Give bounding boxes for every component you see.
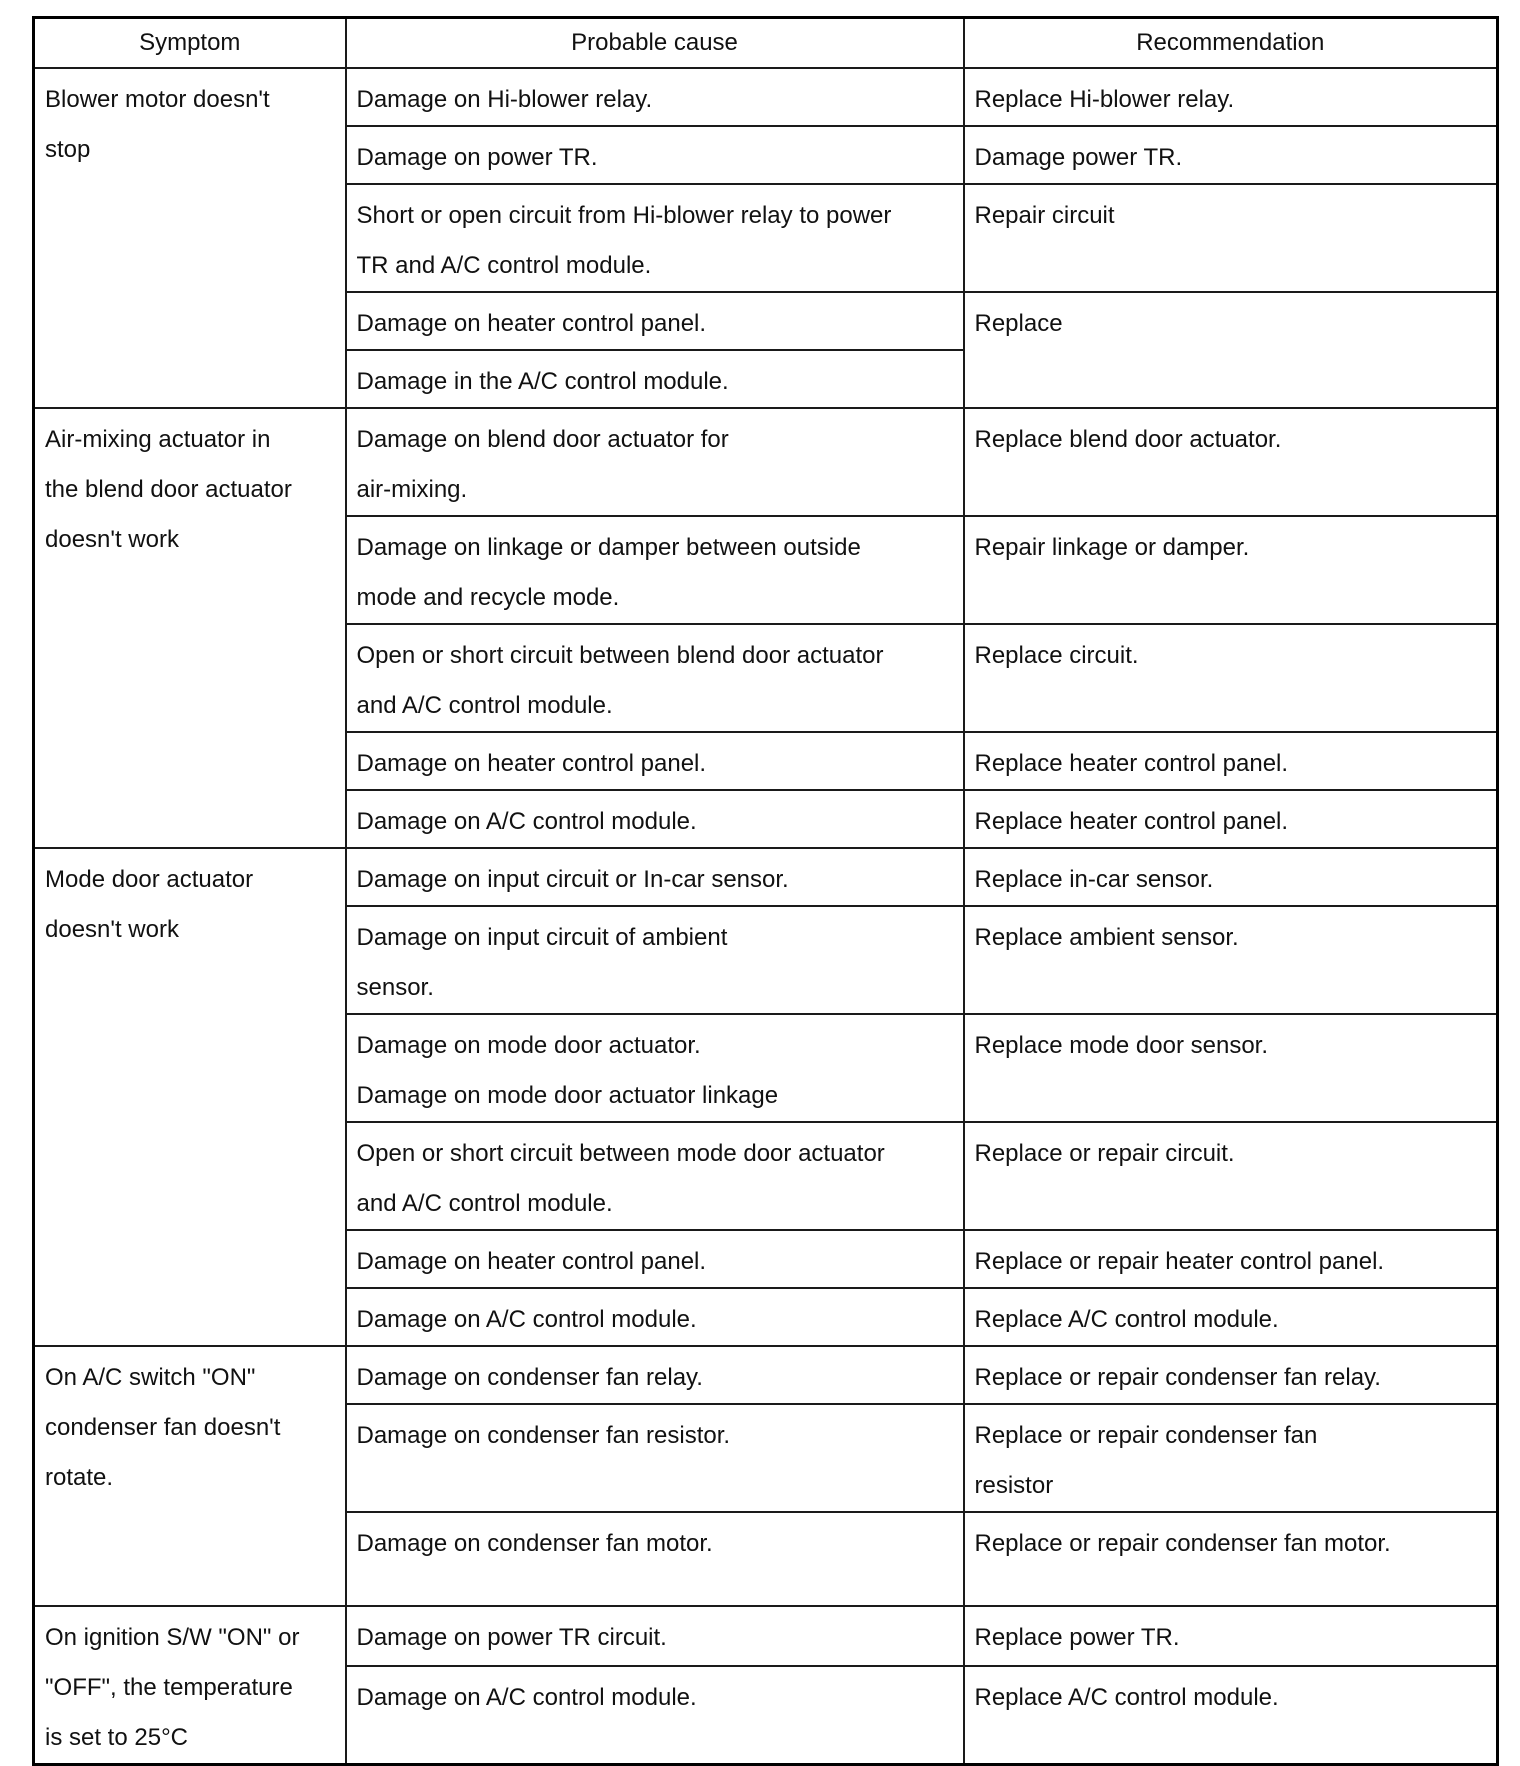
cause-cell xyxy=(346,1288,964,1346)
probable-cause-header: Probable cause xyxy=(346,18,964,69)
cause-line: sensor. xyxy=(356,974,434,1001)
recommendation-cell xyxy=(964,292,1498,408)
symptom-line: doesn't work xyxy=(45,526,179,553)
cause-cell xyxy=(346,350,964,408)
recommendation-cell xyxy=(964,126,1498,184)
recommendation-line: Replace in-car sensor. xyxy=(974,866,1214,893)
recommendation-cell xyxy=(964,184,1498,292)
cause-cell xyxy=(346,1346,964,1404)
cause-cell xyxy=(346,1512,964,1606)
recommendation-cell xyxy=(964,1404,1498,1512)
cause-line: mode and recycle mode. xyxy=(356,584,620,611)
recommendation-line: Replace or repair condenser fan relay. xyxy=(974,1364,1381,1391)
recommendation-line: Repair linkage or damper. xyxy=(974,534,1250,561)
recommendation-line: Replace blend door actuator. xyxy=(974,426,1282,453)
cause-line: Damage on Hi-blower relay. xyxy=(356,86,653,113)
cause-cell xyxy=(346,1404,964,1512)
cause-cell xyxy=(346,624,964,732)
symptom-line: condenser fan doesn't xyxy=(45,1414,281,1441)
recommendation-cell xyxy=(964,848,1498,906)
table-row xyxy=(34,1606,1498,1666)
symptom-cell xyxy=(34,1346,346,1606)
cause-line: Damage on heater control panel. xyxy=(356,310,707,337)
cause-line: and A/C control module. xyxy=(356,692,613,719)
recommendation-cell xyxy=(964,1014,1498,1122)
cause-line: Open or short circuit between mode door actuator xyxy=(356,1140,885,1167)
troubleshooting-table xyxy=(32,16,1499,1766)
symptom-cell xyxy=(34,68,346,408)
cause-line: TR and A/C control module. xyxy=(356,252,652,279)
recommendation-line: Replace mode door sensor. xyxy=(974,1032,1269,1059)
cause-cell xyxy=(346,408,964,516)
cause-line: Damage on A/C control module. xyxy=(356,808,697,835)
symptom-cell xyxy=(34,1606,346,1765)
symptom-line: the blend door actuator xyxy=(45,476,292,503)
cause-line: Damage in the A/C control module. xyxy=(356,368,729,395)
cause-line: Damage on condenser fan relay. xyxy=(356,1364,703,1391)
recommendation-cell xyxy=(964,1122,1498,1230)
symptom-line: Air-mixing actuator in xyxy=(45,426,271,453)
recommendation-cell xyxy=(964,408,1498,516)
recommendation-line: Replace or repair circuit. xyxy=(974,1140,1235,1167)
symptom-line: Blower motor doesn't xyxy=(45,86,270,113)
symptom-line: "OFF", the temperature xyxy=(45,1674,293,1701)
recommendation-line: Replace or repair condenser fan xyxy=(974,1422,1318,1449)
cause-line: Damage on input circuit or In-car sensor. xyxy=(356,866,789,893)
recommendation-line: Replace A/C control module. xyxy=(974,1683,1279,1711)
cause-cell xyxy=(346,292,964,350)
cause-line: Damage on A/C control module. xyxy=(356,1306,697,1333)
cause-line: Open or short circuit between blend door actuator xyxy=(356,642,884,669)
recommendation-cell xyxy=(964,732,1498,790)
cause-line: air-mixing. xyxy=(356,476,468,503)
cause-cell xyxy=(346,68,964,126)
cause-line: Damage on A/C control module. xyxy=(356,1683,697,1711)
symptom-line: doesn't work xyxy=(45,916,179,943)
cause-line: Damage on power TR. xyxy=(356,144,598,171)
cause-line: Damage on condenser fan motor. xyxy=(356,1530,713,1557)
header-row xyxy=(34,18,1498,69)
recommendation-cell xyxy=(964,1666,1498,1765)
recommendation-line: Repair circuit xyxy=(974,202,1115,229)
recommendation-cell xyxy=(964,790,1498,848)
recommendation-line: Replace heater control panel. xyxy=(974,808,1289,835)
cause-cell xyxy=(346,1122,964,1230)
troubleshooting-page xyxy=(32,16,1496,1766)
symptom-line: Mode door actuator xyxy=(45,866,254,893)
table-row xyxy=(34,1346,1498,1404)
recommendation-line: Replace A/C control module. xyxy=(974,1306,1279,1333)
cause-cell xyxy=(346,184,964,292)
cause-cell xyxy=(346,516,964,624)
cause-cell xyxy=(346,848,964,906)
cause-line: Damage on blend door actuator for xyxy=(356,426,729,453)
recommendation-line: Damage power TR. xyxy=(974,144,1183,171)
cause-line: Damage on mode door actuator linkage xyxy=(356,1082,779,1109)
symptom-line: On ignition S/W "ON" or xyxy=(45,1624,300,1651)
recommendation-cell xyxy=(964,1606,1498,1666)
cause-line: Damage on heater control panel. xyxy=(356,1248,707,1275)
recommendation-cell xyxy=(964,1346,1498,1404)
recommendation-cell xyxy=(964,1288,1498,1346)
recommendation-line: Replace circuit. xyxy=(974,642,1139,669)
symptom-line: stop xyxy=(45,136,91,163)
recommendation-cell xyxy=(964,1230,1498,1288)
symptom-line: is set to 25°C xyxy=(45,1724,188,1751)
recommendation-line: Replace or repair condenser fan motor. xyxy=(974,1530,1391,1557)
cause-cell xyxy=(346,126,964,184)
cause-line: Damage on mode door actuator. xyxy=(356,1032,701,1059)
cause-line: Damage on condenser fan resistor. xyxy=(356,1422,731,1449)
cause-cell xyxy=(346,906,964,1014)
recommendation-cell xyxy=(964,1512,1498,1606)
recommendation-line: Replace heater control panel. xyxy=(974,750,1289,777)
cause-cell xyxy=(346,1666,964,1765)
symptom-header: Symptom xyxy=(34,18,346,69)
recommendation-line: Replace xyxy=(974,310,1063,337)
symptom-line: On A/C switch "ON" xyxy=(45,1364,256,1391)
recommendation-header: Recommendation xyxy=(964,18,1498,69)
symptom-cell xyxy=(34,848,346,1346)
cause-line: Short or open circuit from Hi-blower relay to power xyxy=(356,202,892,229)
cause-cell xyxy=(346,732,964,790)
recommendation-line: Replace or repair heater control panel. xyxy=(974,1248,1385,1275)
recommendation-cell xyxy=(964,624,1498,732)
cause-cell xyxy=(346,1014,964,1122)
symptom-cell xyxy=(34,408,346,848)
recommendation-cell xyxy=(964,68,1498,126)
cause-line: Damage on heater control panel. xyxy=(356,750,707,777)
cause-cell xyxy=(346,1230,964,1288)
recommendation-line: resistor xyxy=(974,1472,1054,1499)
recommendation-line: Replace ambient sensor. xyxy=(974,924,1239,951)
cause-line: Damage on power TR circuit. xyxy=(356,1624,667,1651)
recommendation-line: Replace power TR. xyxy=(974,1624,1180,1651)
cause-cell xyxy=(346,790,964,848)
table-row xyxy=(34,848,1498,906)
symptom-line: rotate. xyxy=(45,1464,114,1491)
cause-line: Damage on linkage or damper between outside xyxy=(356,534,861,561)
table-row xyxy=(34,408,1498,516)
cause-cell xyxy=(346,1606,964,1666)
cause-line: Damage on input circuit of ambient xyxy=(356,924,728,951)
recommendation-cell xyxy=(964,516,1498,624)
recommendation-line: Replace Hi-blower relay. xyxy=(974,86,1235,113)
cause-line: and A/C control module. xyxy=(356,1190,613,1217)
recommendation-cell xyxy=(964,906,1498,1014)
table-row xyxy=(34,68,1498,126)
